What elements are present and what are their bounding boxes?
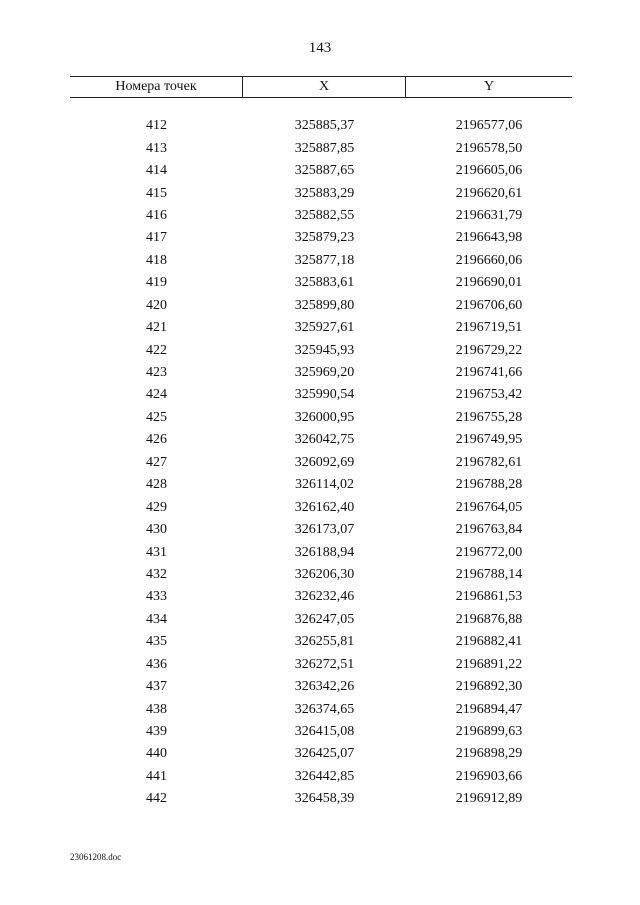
point-number-cell: 415 [146, 185, 167, 201]
x-coordinate-cell: 325883,61 [294, 275, 355, 291]
point-number-cell: 426 [146, 432, 167, 448]
table-row [70, 586, 572, 608]
y-coordinate-cell: 2196749,95 [455, 432, 523, 448]
point-number-cell: 418 [146, 252, 167, 268]
x-coordinate-cell: 325887,65 [294, 163, 355, 179]
document-filename: 23061208.doc [70, 852, 122, 862]
point-number-cell: 427 [146, 454, 167, 470]
y-coordinate-cell: 2196578,50 [455, 140, 523, 156]
y-coordinate-cell: 2196660,06 [455, 252, 523, 268]
x-coordinate-cell: 325877,18 [294, 252, 355, 268]
y-coordinate-cell: 2196631,79 [455, 207, 523, 223]
table-row [70, 205, 572, 227]
page-number: 143 [308, 40, 332, 56]
x-coordinate-cell: 325945,93 [294, 342, 355, 358]
x-coordinate-cell: 326342,26 [294, 679, 355, 695]
x-coordinate-cell: 325969,20 [294, 365, 355, 381]
x-coordinate-cell: 326272,51 [294, 656, 355, 672]
point-number-cell: 416 [146, 207, 167, 223]
y-coordinate-cell: 2196788,28 [455, 477, 523, 493]
x-coordinate-cell: 325927,61 [294, 320, 355, 336]
y-coordinate-cell: 2196620,61 [455, 185, 523, 201]
x-coordinate-cell: 326173,07 [294, 522, 355, 538]
table-row [70, 496, 572, 518]
x-coordinate-cell: 326442,85 [294, 768, 355, 784]
y-coordinate-cell: 2196891,22 [455, 656, 523, 672]
y-coordinate-cell: 2196719,51 [455, 320, 523, 336]
point-number-cell: 441 [146, 768, 167, 784]
y-coordinate-cell: 2196764,05 [455, 499, 523, 515]
point-number-cell: 420 [146, 297, 167, 313]
table-row [70, 631, 572, 653]
y-coordinate-cell: 2196755,28 [455, 409, 523, 425]
table-row [70, 160, 572, 182]
table-row [70, 788, 572, 810]
x-coordinate-cell: 325879,23 [294, 230, 355, 246]
coordinates-table-body [70, 115, 572, 811]
x-coordinate-cell: 326188,94 [294, 544, 355, 560]
table-row [70, 384, 572, 406]
y-coordinate-cell: 2196772,00 [455, 544, 523, 560]
y-coordinate-cell: 2196882,41 [455, 634, 523, 650]
y-coordinate-cell: 2196876,88 [455, 611, 523, 627]
table-row [70, 564, 572, 586]
point-number-cell: 432 [146, 566, 167, 582]
point-number-cell: 438 [146, 701, 167, 717]
y-coordinate-cell: 2196690,01 [455, 275, 523, 291]
x-coordinate-cell: 326042,75 [294, 432, 355, 448]
y-coordinate-cell: 2196753,42 [455, 387, 523, 403]
table-row [70, 676, 572, 698]
table-row [70, 137, 572, 159]
y-coordinate-cell: 2196741,66 [455, 365, 523, 381]
x-coordinate-cell: 326247,05 [294, 611, 355, 627]
x-coordinate-cell: 326000,95 [294, 409, 355, 425]
point-number-cell: 413 [146, 140, 167, 156]
table-row [70, 519, 572, 541]
table-row [70, 609, 572, 631]
y-coordinate-cell: 2196892,30 [455, 679, 523, 695]
y-coordinate-cell: 2196899,63 [455, 724, 523, 740]
x-coordinate-cell: 326425,07 [294, 746, 355, 762]
x-coordinate-cell: 326162,40 [294, 499, 355, 515]
point-number-cell: 442 [146, 791, 167, 807]
table-row [70, 541, 572, 563]
y-coordinate-cell: 2196788,14 [455, 566, 523, 582]
table-header [70, 76, 572, 98]
point-number-cell: 428 [146, 477, 167, 493]
column-header-x: X [243, 77, 406, 97]
y-coordinate-cell: 2196898,29 [455, 746, 523, 762]
y-coordinate-cell: 2196782,61 [455, 454, 523, 470]
x-coordinate-cell: 326458,39 [294, 791, 355, 807]
point-number-cell: 437 [146, 679, 167, 695]
point-number-cell: 429 [146, 499, 167, 515]
column-header-points: Номера точек [70, 77, 243, 97]
table-row [70, 766, 572, 788]
point-number-cell: 422 [146, 342, 167, 358]
x-coordinate-cell: 326206,30 [294, 566, 355, 582]
point-number-cell: 431 [146, 544, 167, 560]
x-coordinate-cell: 325990,54 [294, 387, 355, 403]
point-number-cell: 419 [146, 275, 167, 291]
table-row [70, 339, 572, 361]
point-number-cell: 430 [146, 522, 167, 538]
y-coordinate-cell: 2196605,06 [455, 163, 523, 179]
table-row [70, 272, 572, 294]
point-number-cell: 435 [146, 634, 167, 650]
table-row [70, 227, 572, 249]
x-coordinate-cell: 326092,69 [294, 454, 355, 470]
point-number-cell: 433 [146, 589, 167, 605]
x-coordinate-cell: 325885,37 [294, 118, 355, 134]
table-row [70, 182, 572, 204]
y-coordinate-cell: 2196729,22 [455, 342, 523, 358]
y-coordinate-cell: 2196912,89 [455, 791, 523, 807]
x-coordinate-cell: 325883,29 [294, 185, 355, 201]
table-row [70, 743, 572, 765]
table-row [70, 698, 572, 720]
y-coordinate-cell: 2196861,53 [455, 589, 523, 605]
point-number-cell: 439 [146, 724, 167, 740]
table-row [70, 654, 572, 676]
x-coordinate-cell: 325882,55 [294, 207, 355, 223]
y-coordinate-cell: 2196763,84 [455, 522, 523, 538]
x-coordinate-cell: 326114,02 [295, 477, 354, 493]
table-row [70, 362, 572, 384]
point-number-cell: 434 [146, 611, 167, 627]
table-row [70, 250, 572, 272]
column-header-y: Y [483, 79, 495, 94]
point-number-cell: 436 [146, 656, 167, 672]
point-number-cell: 440 [146, 746, 167, 762]
y-coordinate-cell: 2196577,06 [455, 118, 523, 134]
table-row [70, 317, 572, 339]
point-number-cell: 424 [146, 387, 167, 403]
x-coordinate-cell: 326415,08 [294, 724, 355, 740]
table-row [70, 115, 572, 137]
point-number-cell: 425 [146, 409, 167, 425]
y-coordinate-cell: 2196894,47 [455, 701, 523, 717]
x-coordinate-cell: 325899,80 [294, 297, 355, 313]
point-number-cell: 417 [146, 230, 167, 246]
table-row [70, 452, 572, 474]
table-row [70, 429, 572, 451]
y-coordinate-cell: 2196706,60 [455, 297, 523, 313]
point-number-cell: 414 [146, 163, 167, 179]
point-number-cell: 421 [146, 320, 167, 336]
table-row [70, 295, 572, 317]
y-coordinate-cell: 2196903,66 [455, 768, 523, 784]
table-row [70, 407, 572, 429]
x-coordinate-cell: 326232,46 [294, 589, 355, 605]
y-coordinate-cell: 2196643,98 [455, 230, 523, 246]
x-coordinate-cell: 326374,65 [294, 701, 355, 717]
point-number-cell: 423 [146, 365, 167, 381]
x-coordinate-cell: 326255,81 [294, 634, 355, 650]
table-row [70, 721, 572, 743]
point-number-cell: 412 [146, 118, 167, 134]
table-row [70, 474, 572, 496]
x-coordinate-cell: 325887,85 [294, 140, 355, 156]
